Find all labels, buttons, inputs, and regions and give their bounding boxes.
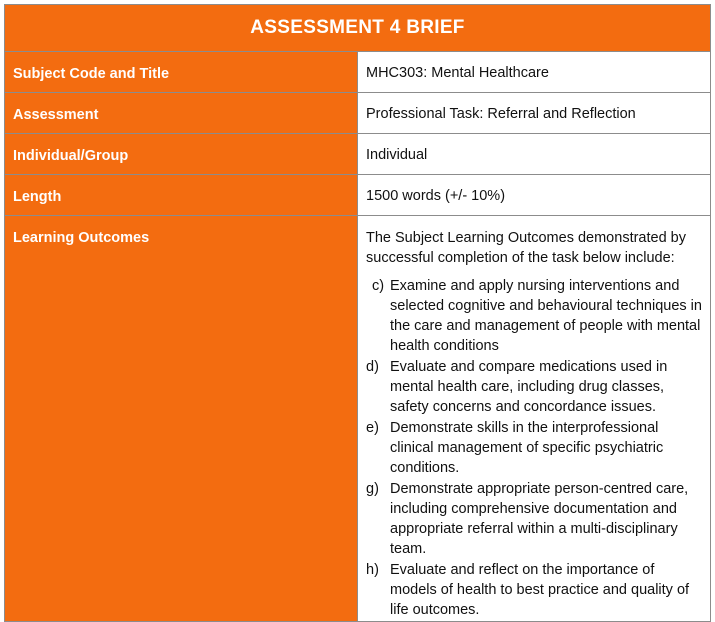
list-marker: d): [366, 358, 379, 375]
row-label: Subject Code and Title: [5, 52, 358, 93]
list-item: [366, 479, 702, 560]
table-row-length: [5, 175, 711, 216]
row-label: Assessment: [5, 93, 358, 134]
list-item-text: Demonstrate skills in the interprofessional clinical management of specific psychiatric conditions.: [390, 419, 664, 477]
table-row-learning-outcomes: [5, 216, 711, 622]
list-item: [366, 357, 702, 418]
list-item-text: Examine and apply nursing interventions and selected cognitive and behavioural techniques in the care and management of people with mental health conditions: [390, 277, 702, 355]
row-label: Learning Outcomes: [5, 216, 358, 622]
learning-outcomes-list: [366, 276, 702, 621]
table-row-subject: [5, 52, 711, 93]
list-marker: c): [372, 277, 385, 294]
list-item-text: Evaluate and compare medications used in mental health care, including drug classes, safety concerns and concordance issues.: [390, 358, 668, 416]
row-value: MHC303: Mental Healthcare: [358, 52, 711, 93]
list-item: [366, 560, 702, 621]
row-label: Length: [5, 175, 358, 216]
brief-title: ASSESSMENT 4 BRIEF: [5, 5, 711, 52]
list-item: [366, 418, 702, 479]
row-label: Individual/Group: [5, 134, 358, 175]
table-row-individual-group: [5, 134, 711, 175]
list-marker: g): [366, 480, 379, 497]
table-row-assessment: [5, 93, 711, 134]
row-value: 1500 words (+/- 10%): [358, 175, 711, 216]
list-item-text: Evaluate and reflect on the importance of models of health to best practice and quality of life outcomes.: [390, 561, 690, 619]
learning-outcomes-cell: [358, 216, 711, 622]
list-item-text: Demonstrate appropriate person-centred care, including comprehensive documentation and appropriate referral within a multi-disciplinary team.: [390, 480, 689, 558]
list-marker: h): [366, 561, 379, 578]
row-value: Individual: [358, 134, 711, 175]
assessment-brief-table: [4, 4, 711, 622]
row-value: Professional Task: Referral and Reflection: [358, 93, 711, 134]
list-marker: e): [366, 419, 379, 436]
list-item: [366, 276, 702, 357]
learning-outcomes-intro: The Subject Learning Outcomes demonstrated by successful completion of the task below include:: [366, 230, 686, 267]
